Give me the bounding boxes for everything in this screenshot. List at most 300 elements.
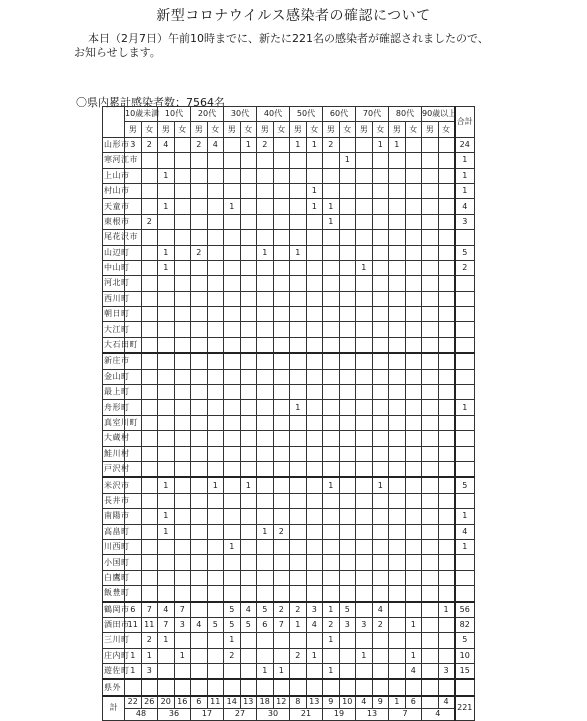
count-cell bbox=[207, 461, 224, 477]
count-cell bbox=[191, 493, 208, 508]
count-cell bbox=[191, 168, 208, 183]
count-cell: 1 bbox=[405, 648, 422, 663]
count-cell bbox=[422, 679, 439, 695]
count-cell bbox=[141, 322, 158, 337]
count-cell bbox=[273, 633, 290, 648]
count-cell: 1 bbox=[323, 633, 340, 648]
count-cell bbox=[224, 307, 241, 322]
count-cell: 1 bbox=[240, 137, 257, 152]
count-cell bbox=[405, 230, 422, 245]
grand-sex-total: 11 bbox=[207, 696, 224, 709]
row-total bbox=[455, 322, 475, 337]
count-cell bbox=[290, 369, 307, 384]
count-cell bbox=[389, 633, 406, 648]
count-cell bbox=[356, 291, 373, 306]
count-cell bbox=[174, 664, 191, 680]
count-cell bbox=[290, 539, 307, 554]
count-cell bbox=[422, 648, 439, 663]
count-cell bbox=[323, 679, 340, 695]
count-cell bbox=[306, 477, 323, 493]
count-cell: 2 bbox=[273, 524, 290, 539]
count-cell bbox=[323, 291, 340, 306]
table-row bbox=[103, 183, 475, 198]
count-cell bbox=[207, 633, 224, 648]
count-cell bbox=[191, 307, 208, 322]
row-total bbox=[455, 555, 475, 570]
count-cell bbox=[191, 477, 208, 493]
count-cell bbox=[224, 461, 241, 477]
count-cell bbox=[158, 586, 175, 602]
count-cell bbox=[240, 664, 257, 680]
count-cell bbox=[191, 586, 208, 602]
count-cell bbox=[422, 431, 439, 446]
count-cell bbox=[141, 679, 158, 695]
count-cell bbox=[389, 291, 406, 306]
count-cell bbox=[323, 307, 340, 322]
count-cell bbox=[141, 509, 158, 524]
municipality-name: 庄内町 bbox=[103, 648, 125, 663]
count-cell bbox=[141, 586, 158, 602]
count-cell: 1 bbox=[323, 199, 340, 214]
count-cell bbox=[273, 400, 290, 415]
count-cell bbox=[257, 385, 274, 400]
count-cell bbox=[141, 199, 158, 214]
count-cell bbox=[290, 555, 307, 570]
count-cell bbox=[306, 168, 323, 183]
count-cell bbox=[405, 400, 422, 415]
count-cell bbox=[323, 446, 340, 461]
count-cell bbox=[339, 214, 356, 229]
grand-age-total: 36 bbox=[158, 708, 191, 720]
count-cell bbox=[191, 369, 208, 384]
count-cell bbox=[339, 633, 356, 648]
count-cell: 2 bbox=[323, 137, 340, 152]
count-cell bbox=[323, 260, 340, 275]
table-row bbox=[103, 617, 475, 632]
count-cell bbox=[356, 633, 373, 648]
count-cell bbox=[372, 260, 389, 275]
count-cell bbox=[389, 260, 406, 275]
table-row bbox=[103, 322, 475, 337]
municipality-name: 山形市 bbox=[103, 137, 125, 152]
grand-sex-total: 1 bbox=[389, 696, 406, 709]
count-cell: 7 bbox=[273, 617, 290, 632]
count-cell bbox=[141, 415, 158, 430]
count-cell bbox=[438, 153, 455, 168]
row-total bbox=[455, 679, 475, 695]
count-cell bbox=[356, 337, 373, 353]
count-cell bbox=[158, 322, 175, 337]
count-cell bbox=[141, 570, 158, 585]
count-cell bbox=[422, 617, 439, 632]
grand-age-total: 13 bbox=[356, 708, 389, 720]
count-cell: 1 bbox=[372, 137, 389, 152]
grand-total-label: 計 bbox=[103, 696, 125, 721]
count-cell bbox=[339, 199, 356, 214]
count-cell bbox=[389, 602, 406, 618]
count-cell bbox=[174, 539, 191, 554]
table-row bbox=[103, 524, 475, 539]
count-cell bbox=[422, 137, 439, 152]
count-cell bbox=[323, 353, 340, 369]
header-row-sex bbox=[103, 122, 475, 137]
intro-line-1: 本日（2月7日）午前10時までに、新たに221名の感染者が確認されましたので、 bbox=[88, 32, 489, 45]
count-cell bbox=[207, 199, 224, 214]
count-cell bbox=[141, 291, 158, 306]
age-group-header: 40代 bbox=[257, 107, 290, 122]
count-cell bbox=[372, 461, 389, 477]
count-cell bbox=[290, 183, 307, 198]
count-cell bbox=[191, 524, 208, 539]
municipality-name: 東根市 bbox=[103, 214, 125, 229]
count-cell bbox=[422, 446, 439, 461]
count-cell bbox=[141, 183, 158, 198]
male-header: 男 bbox=[224, 122, 241, 137]
table-row bbox=[103, 555, 475, 570]
count-cell bbox=[422, 183, 439, 198]
count-cell bbox=[158, 183, 175, 198]
count-cell bbox=[323, 322, 340, 337]
count-cell bbox=[356, 230, 373, 245]
count-cell bbox=[339, 679, 356, 695]
count-cell bbox=[422, 307, 439, 322]
count-cell bbox=[389, 446, 406, 461]
count-cell: 3 bbox=[306, 602, 323, 618]
count-cell bbox=[422, 664, 439, 680]
male-header: 男 bbox=[323, 122, 340, 137]
count-cell bbox=[191, 230, 208, 245]
count-cell bbox=[290, 477, 307, 493]
count-cell bbox=[372, 509, 389, 524]
page-title: 新型コロナウイルス感染者の確認について bbox=[156, 8, 431, 24]
count-cell bbox=[422, 415, 439, 430]
count-cell bbox=[422, 214, 439, 229]
municipality-name: 金山町 bbox=[103, 369, 125, 384]
count-cell bbox=[323, 245, 340, 260]
municipality-name: 大蔵村 bbox=[103, 431, 125, 446]
count-cell bbox=[389, 183, 406, 198]
count-cell bbox=[273, 385, 290, 400]
count-cell bbox=[422, 602, 439, 618]
table-row bbox=[103, 461, 475, 477]
count-cell bbox=[405, 555, 422, 570]
count-cell bbox=[141, 260, 158, 275]
count-cell bbox=[158, 369, 175, 384]
count-cell bbox=[339, 461, 356, 477]
count-cell bbox=[422, 276, 439, 291]
table-row bbox=[103, 137, 475, 152]
count-cell bbox=[339, 183, 356, 198]
municipality-name: 大石田町 bbox=[103, 337, 125, 353]
count-cell: 2 bbox=[191, 245, 208, 260]
municipality-name: 上山市 bbox=[103, 168, 125, 183]
table-row bbox=[103, 153, 475, 168]
count-cell bbox=[290, 570, 307, 585]
count-cell bbox=[207, 230, 224, 245]
count-cell: 2 bbox=[323, 617, 340, 632]
count-cell bbox=[389, 431, 406, 446]
count-cell: 1 bbox=[224, 633, 241, 648]
count-cell bbox=[339, 648, 356, 663]
count-cell bbox=[158, 679, 175, 695]
count-cell: 2 bbox=[141, 137, 158, 152]
count-cell bbox=[174, 183, 191, 198]
female-header: 女 bbox=[141, 122, 158, 137]
grand-sex-total: 6 bbox=[191, 696, 208, 709]
count-cell: 5 bbox=[257, 602, 274, 618]
count-cell bbox=[389, 493, 406, 508]
count-cell bbox=[174, 307, 191, 322]
count-cell bbox=[141, 153, 158, 168]
count-cell bbox=[174, 214, 191, 229]
count-cell bbox=[306, 446, 323, 461]
count-cell bbox=[389, 400, 406, 415]
table-row-out-of-pref bbox=[103, 679, 475, 695]
count-cell bbox=[306, 586, 323, 602]
row-total: 1 bbox=[455, 168, 475, 183]
count-cell bbox=[405, 477, 422, 493]
count-cell bbox=[257, 153, 274, 168]
count-cell bbox=[174, 446, 191, 461]
count-cell: 1 bbox=[339, 153, 356, 168]
count-cell bbox=[339, 555, 356, 570]
count-cell bbox=[372, 245, 389, 260]
count-cell bbox=[191, 183, 208, 198]
count-cell bbox=[438, 446, 455, 461]
count-cell bbox=[207, 353, 224, 369]
count-cell: 1 bbox=[306, 137, 323, 152]
count-cell bbox=[389, 307, 406, 322]
count-cell bbox=[191, 431, 208, 446]
count-cell bbox=[438, 137, 455, 152]
count-cell bbox=[158, 276, 175, 291]
count-cell bbox=[257, 322, 274, 337]
count-cell bbox=[174, 337, 191, 353]
count-cell bbox=[174, 415, 191, 430]
count-cell bbox=[405, 337, 422, 353]
count-cell: 2 bbox=[372, 617, 389, 632]
table-row bbox=[103, 400, 475, 415]
count-cell bbox=[389, 570, 406, 585]
count-cell bbox=[224, 153, 241, 168]
grand-total-row bbox=[103, 696, 475, 709]
count-cell bbox=[372, 648, 389, 663]
count-cell bbox=[339, 539, 356, 554]
count-cell bbox=[290, 199, 307, 214]
municipality-name: 三川町 bbox=[103, 633, 125, 648]
count-cell bbox=[273, 168, 290, 183]
count-cell bbox=[290, 291, 307, 306]
count-cell: 4 bbox=[191, 617, 208, 632]
count-cell bbox=[207, 400, 224, 415]
count-cell bbox=[207, 183, 224, 198]
count-cell bbox=[240, 385, 257, 400]
row-total: 56 bbox=[455, 602, 475, 618]
count-cell bbox=[224, 168, 241, 183]
count-cell bbox=[191, 291, 208, 306]
count-cell bbox=[141, 276, 158, 291]
count-cell bbox=[290, 415, 307, 430]
count-cell bbox=[422, 509, 439, 524]
count-cell bbox=[339, 337, 356, 353]
age-group-header: 10代 bbox=[158, 107, 191, 122]
count-cell bbox=[306, 153, 323, 168]
count-cell bbox=[438, 524, 455, 539]
count-cell bbox=[405, 307, 422, 322]
grand-age-total: 17 bbox=[191, 708, 224, 720]
count-cell bbox=[339, 524, 356, 539]
count-cell bbox=[273, 322, 290, 337]
count-cell bbox=[240, 245, 257, 260]
count-cell bbox=[273, 245, 290, 260]
count-cell: 11 bbox=[141, 617, 158, 632]
count-cell: 1 bbox=[207, 477, 224, 493]
count-cell bbox=[405, 260, 422, 275]
count-cell bbox=[257, 648, 274, 663]
grand-sex-total: 8 bbox=[290, 696, 307, 709]
count-cell bbox=[240, 353, 257, 369]
count-cell bbox=[306, 369, 323, 384]
count-cell: 1 bbox=[158, 509, 175, 524]
count-cell bbox=[273, 337, 290, 353]
count-cell bbox=[372, 570, 389, 585]
row-total: 15 bbox=[455, 664, 475, 680]
count-cell bbox=[191, 353, 208, 369]
row-total bbox=[455, 353, 475, 369]
count-cell bbox=[356, 353, 373, 369]
count-cell bbox=[290, 664, 307, 680]
count-cell bbox=[174, 137, 191, 152]
age-group-header: 70代 bbox=[356, 107, 389, 122]
count-cell bbox=[141, 555, 158, 570]
count-cell bbox=[405, 276, 422, 291]
count-cell bbox=[240, 291, 257, 306]
count-cell bbox=[224, 509, 241, 524]
female-header: 女 bbox=[174, 122, 191, 137]
count-cell: 3 bbox=[174, 617, 191, 632]
count-cell bbox=[290, 509, 307, 524]
count-cell bbox=[372, 524, 389, 539]
count-cell bbox=[306, 539, 323, 554]
count-cell bbox=[207, 260, 224, 275]
count-cell bbox=[273, 493, 290, 508]
count-cell bbox=[405, 183, 422, 198]
count-cell bbox=[438, 555, 455, 570]
count-cell: 1 bbox=[372, 477, 389, 493]
count-cell bbox=[405, 137, 422, 152]
count-cell bbox=[339, 137, 356, 152]
municipality-name: 遊佐町 bbox=[103, 664, 125, 680]
grand-sex-total: 4 bbox=[356, 696, 373, 709]
municipality-name: 鮭川村 bbox=[103, 446, 125, 461]
count-cell: 1 bbox=[323, 477, 340, 493]
count-cell bbox=[422, 477, 439, 493]
count-cell bbox=[339, 446, 356, 461]
count-cell bbox=[207, 524, 224, 539]
count-cell bbox=[273, 446, 290, 461]
count-cell bbox=[257, 586, 274, 602]
count-cell bbox=[356, 400, 373, 415]
count-cell bbox=[273, 586, 290, 602]
table-row bbox=[103, 245, 475, 260]
municipality-name: 鶴岡市 bbox=[103, 602, 125, 618]
municipality-name: 白鷹町 bbox=[103, 570, 125, 585]
count-cell bbox=[257, 199, 274, 214]
municipality-name: 長井市 bbox=[103, 493, 125, 508]
row-total: 1 bbox=[455, 400, 475, 415]
count-cell bbox=[207, 245, 224, 260]
grand-sex-total: 9 bbox=[323, 696, 340, 709]
table-row bbox=[103, 337, 475, 353]
row-total bbox=[455, 337, 475, 353]
row-total bbox=[455, 415, 475, 430]
count-cell bbox=[372, 369, 389, 384]
count-cell bbox=[240, 493, 257, 508]
count-cell bbox=[158, 431, 175, 446]
count-cell bbox=[257, 307, 274, 322]
count-cell bbox=[174, 322, 191, 337]
count-cell bbox=[191, 153, 208, 168]
row-total bbox=[455, 307, 475, 322]
count-cell bbox=[356, 477, 373, 493]
count-cell: 7 bbox=[141, 602, 158, 618]
count-cell bbox=[240, 214, 257, 229]
municipality-name: 米沢市 bbox=[103, 477, 125, 493]
count-cell bbox=[290, 586, 307, 602]
count-cell bbox=[438, 385, 455, 400]
count-cell bbox=[207, 415, 224, 430]
count-cell bbox=[422, 260, 439, 275]
count-cell bbox=[290, 446, 307, 461]
count-cell bbox=[339, 664, 356, 680]
count-cell bbox=[273, 291, 290, 306]
count-cell bbox=[174, 524, 191, 539]
count-cell bbox=[323, 539, 340, 554]
count-cell bbox=[306, 570, 323, 585]
count-cell: 4 bbox=[306, 617, 323, 632]
count-cell bbox=[306, 322, 323, 337]
count-cell bbox=[224, 369, 241, 384]
grand-sex-total: 26 bbox=[141, 696, 158, 709]
municipality-name: 川西町 bbox=[103, 539, 125, 554]
count-cell bbox=[290, 493, 307, 508]
count-cell bbox=[339, 168, 356, 183]
age-group-header: 20代 bbox=[191, 107, 224, 122]
count-cell bbox=[290, 679, 307, 695]
count-cell: 1 bbox=[125, 664, 142, 680]
count-cell: 1 bbox=[306, 199, 323, 214]
count-cell bbox=[422, 570, 439, 585]
age-group-header: 30代 bbox=[224, 107, 257, 122]
count-cell bbox=[240, 230, 257, 245]
count-cell bbox=[158, 493, 175, 508]
count-cell bbox=[224, 586, 241, 602]
count-cell bbox=[174, 633, 191, 648]
count-cell: 5 bbox=[240, 617, 257, 632]
count-cell: 1 bbox=[323, 214, 340, 229]
count-cell bbox=[405, 168, 422, 183]
count-cell bbox=[240, 461, 257, 477]
count-cell bbox=[257, 461, 274, 477]
count-cell bbox=[389, 385, 406, 400]
row-total: 2 bbox=[455, 260, 475, 275]
count-cell bbox=[224, 570, 241, 585]
row-total: 5 bbox=[455, 633, 475, 648]
count-cell bbox=[323, 648, 340, 663]
count-cell bbox=[306, 276, 323, 291]
count-cell bbox=[339, 276, 356, 291]
female-header: 女 bbox=[438, 122, 455, 137]
